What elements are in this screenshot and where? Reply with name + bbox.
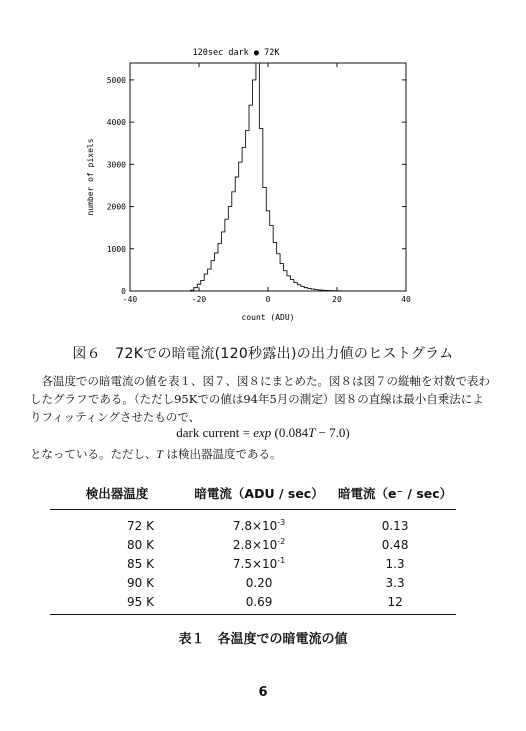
table-row [50, 592, 456, 611]
y-axis-label: number of pixels [86, 138, 95, 216]
y-tick-label: 0 [121, 287, 126, 296]
conclusion-after: は検出器温度である。 [162, 447, 282, 461]
histogram-bin [228, 207, 231, 291]
paragraph-line-1: 各温度での暗電流の値を表１、図７、図８にまとめた。図８は図７の縦軸を対数で表わ [41, 374, 490, 388]
cell-temperature: 95 K [127, 594, 154, 609]
histogram-bin [242, 147, 245, 291]
histogram-bin [256, 63, 259, 291]
histogram-bin [225, 219, 228, 291]
adu-value: 0.20 [245, 575, 273, 590]
conclusion-line [30, 445, 500, 464]
conclusion-var: T [156, 449, 163, 461]
header-temperature: 検出器温度 [50, 482, 184, 510]
cell-adu [184, 554, 334, 573]
adu-value: 7.8 [232, 519, 252, 533]
histogram-bin [246, 131, 249, 291]
histogram-bin [273, 242, 276, 291]
cell-electrons: 0.13 [381, 518, 409, 533]
histogram-bin [252, 80, 255, 291]
formula-open: (0.084 [271, 425, 309, 440]
formula-var: T [308, 425, 316, 440]
histogram-bin [294, 283, 297, 291]
times-ten: ×10 [251, 519, 278, 533]
times-ten: ×10 [251, 557, 278, 571]
cell-electrons: 1.3 [385, 556, 405, 571]
y-axis-ticks [107, 76, 406, 296]
adu-exponent: -3 [277, 518, 286, 527]
x-tick-label: -20 [191, 295, 207, 304]
y-tick-label: 5000 [106, 75, 126, 85]
cell-electrons: 12 [387, 594, 403, 609]
x-tick-label: 20 [332, 295, 342, 304]
histogram-bin [280, 264, 283, 291]
body-paragraph [30, 372, 500, 426]
cell-electrons: 3.3 [385, 575, 405, 590]
x-axis-label: count (ADU) [241, 313, 295, 322]
histogram-bin [290, 280, 293, 291]
cell-electrons: 0.48 [381, 537, 409, 552]
cell-temperature: 80 K [127, 537, 154, 552]
x-tick-label: 40 [401, 295, 411, 304]
histogram-bin [215, 253, 218, 291]
y-tick-label: 3000 [106, 160, 126, 170]
table-row [50, 573, 456, 592]
table-row [50, 510, 456, 536]
adu-value: 7.5 [232, 557, 252, 571]
y-tick-label: 4000 [106, 118, 126, 128]
histogram-bin [201, 280, 204, 291]
histogram-bin [235, 177, 238, 291]
figure-caption: 図６ 72Kでの暗電流(120秒露出)の出力値のヒストグラム [72, 346, 454, 362]
cell-adu [184, 573, 334, 592]
cell-temperature: 72 K [127, 518, 154, 533]
paragraph-line-2: したグラフである。（ただし95Kでの値は94年5月の測定）図８の直線は最小自乗法によ [30, 392, 484, 406]
histogram-bin [270, 226, 273, 291]
histogram-bin [284, 271, 287, 291]
times-ten: ×10 [251, 538, 278, 552]
table-row [50, 535, 456, 554]
histogram-bin [287, 276, 290, 291]
x-tick-label: 0 [265, 295, 271, 304]
table-header-row [50, 482, 456, 510]
histogram-bin [249, 105, 252, 291]
y-tick-label: 2000 [106, 202, 126, 212]
formula-close: − 7.0) [315, 425, 350, 440]
histogram-bin [194, 288, 197, 291]
y-tick-label: 1000 [106, 244, 126, 254]
adu-value: 0.69 [245, 594, 273, 609]
conclusion-before: となっている。ただし、 [30, 447, 157, 461]
histogram-bin [266, 211, 269, 291]
formula-func: exp [253, 425, 272, 440]
cell-temperature: 90 K [127, 575, 154, 590]
table-row [50, 554, 456, 573]
fit-formula [0, 425, 526, 441]
dark-current-table [50, 482, 456, 611]
formula-lhs: dark current = [176, 425, 254, 440]
histogram-bin [263, 188, 266, 291]
cell-adu [184, 510, 334, 536]
paragraph-line-3: りフィッティングさせたもので、 [30, 410, 201, 424]
histogram-outline [190, 63, 349, 291]
cell-adu [184, 535, 334, 554]
histogram-bin [221, 232, 224, 291]
table-bottom-rule [50, 614, 456, 615]
header-adu: 暗電流（ADU / sec） [184, 482, 334, 510]
x-tick-label: -40 [122, 295, 138, 304]
histogram-bin [211, 261, 214, 291]
header-electrons: 暗電流（e⁻ / sec） [334, 482, 456, 510]
histogram-bin [218, 244, 221, 291]
chart-title: 120sec dark ● 72K [192, 48, 280, 58]
adu-exponent: -1 [277, 556, 286, 565]
histogram-bin [301, 286, 304, 291]
histogram-chart [80, 40, 420, 330]
cell-adu [184, 592, 334, 611]
histogram-bin [204, 274, 207, 291]
table-caption: 表１ 各温度での暗電流の値 [178, 632, 348, 647]
histogram-bin [208, 269, 211, 291]
plot-frame [130, 63, 406, 291]
histogram-bin [259, 128, 262, 291]
histogram-bin [304, 288, 307, 291]
histogram-bin [239, 162, 242, 291]
histogram-bin [297, 285, 300, 291]
adu-exponent: -2 [277, 537, 286, 546]
adu-value: 2.8 [232, 538, 252, 552]
page-number: 6 [258, 685, 268, 700]
x-axis-ticks [123, 63, 411, 304]
cell-temperature: 85 K [127, 556, 154, 571]
histogram-bin [277, 254, 280, 291]
histogram-bin [232, 192, 235, 291]
